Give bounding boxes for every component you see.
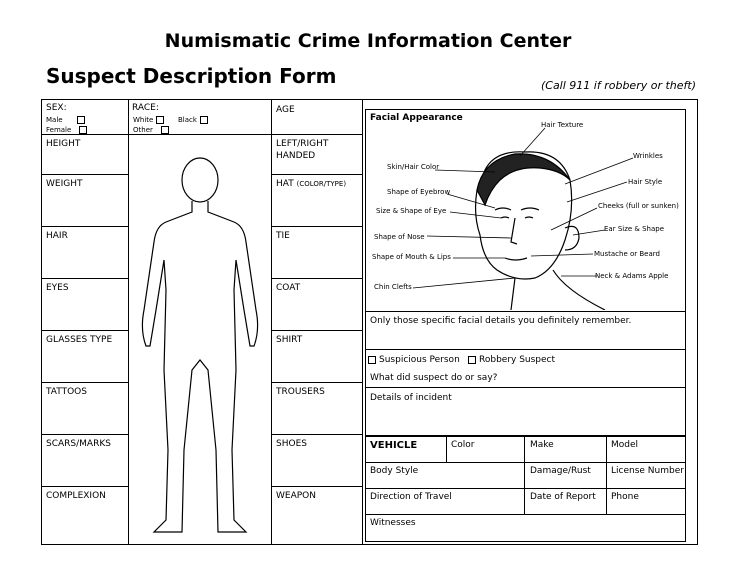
call-note: (Call 911 if robbery or theft) <box>540 79 696 92</box>
vehicle-make-field[interactable]: Make <box>530 440 554 450</box>
race-black-option[interactable]: Black <box>178 116 208 125</box>
eyes-field[interactable]: EYES <box>46 283 69 293</box>
damage-rust-field[interactable]: Damage/Rust <box>530 466 591 476</box>
robbery-suspect-option[interactable]: Robbery Suspect <box>468 354 555 366</box>
shoes-field[interactable]: SHOES <box>276 439 307 449</box>
chin-clefts-label: Chin Clefts <box>374 283 412 291</box>
body-style-field[interactable]: Body Style <box>370 466 419 476</box>
coat-field[interactable]: COAT <box>276 283 301 293</box>
race-label: RACE: <box>132 103 159 113</box>
size-shape-eye-label: Size & Shape of Eye <box>376 207 447 215</box>
shape-of-eyebrow-label: Shape of Eyebrow <box>387 188 451 196</box>
trousers-field[interactable]: TROUSERS <box>276 387 325 397</box>
hat-field[interactable]: HAT (COLOR/TYPE) <box>276 179 347 189</box>
cheeks-label: Cheeks (full or sunken) <box>598 202 679 210</box>
vehicle-color-field[interactable]: Color <box>451 440 475 450</box>
ear-size-shape-label: Ear Size & Shape <box>604 225 665 233</box>
sex-male-option[interactable]: Male <box>46 116 85 125</box>
suspect-action-field[interactable]: What did suspect do or say? <box>370 373 498 383</box>
hair-texture-label: Hair Texture <box>541 121 584 129</box>
direction-of-travel-field[interactable]: Direction of Travel <box>370 492 452 502</box>
phone-field[interactable]: Phone <box>611 492 639 502</box>
sex-label: SEX: <box>46 103 67 113</box>
hair-field[interactable]: HAIR <box>46 231 68 241</box>
sex-female-option[interactable]: Female <box>46 126 87 135</box>
shape-mouth-lips-label: Shape of Mouth & Lips <box>372 253 451 261</box>
race-other-option[interactable]: Other <box>133 126 169 135</box>
hair-style-label: Hair Style <box>628 178 663 186</box>
witnesses-field[interactable]: Witnesses <box>370 518 416 528</box>
neck-adams-apple-label: Neck & Adams Apple <box>595 272 669 280</box>
vehicle-heading: VEHICLE <box>370 440 418 451</box>
body-silhouette <box>130 150 270 540</box>
facial-appearance-heading: Facial Appearance <box>370 113 463 123</box>
facial-note: Only those specific facial details you definitely remember. <box>370 316 632 326</box>
vehicle-model-field[interactable]: Model <box>611 440 639 450</box>
race-white-option[interactable]: White <box>133 116 164 125</box>
skin-hair-color-label: Skin/Hair Color <box>387 163 440 171</box>
date-of-report-field[interactable]: Date of Report <box>530 492 596 502</box>
suspicious-person-option[interactable]: Suspicious Person <box>368 354 460 366</box>
license-number-field[interactable]: License Number <box>611 466 684 476</box>
shape-of-nose-label: Shape of Nose <box>374 233 425 241</box>
mustache-beard-label: Mustache or Beard <box>594 250 660 258</box>
weight-field[interactable]: WEIGHT <box>46 179 83 189</box>
height-field[interactable]: HEIGHT <box>46 139 81 149</box>
tattoos-field[interactable]: TATTOOS <box>46 387 87 397</box>
handed-field[interactable]: LEFT/RIGHT HANDED <box>276 139 329 161</box>
glasses-type-field[interactable]: GLASSES TYPE <box>46 335 113 345</box>
incident-details-field[interactable]: Details of incident <box>370 393 452 403</box>
wrinkles-label: Wrinkles <box>633 152 663 160</box>
tie-field[interactable]: TIE <box>276 231 290 241</box>
scars-marks-field[interactable]: SCARS/MARKS <box>46 439 111 449</box>
age-field[interactable]: AGE <box>276 105 295 115</box>
complexion-field[interactable]: COMPLEXION <box>46 491 106 501</box>
shirt-field[interactable]: SHIRT <box>276 335 303 345</box>
form-title: Suspect Description Form <box>46 64 337 88</box>
center-title: Numismatic Crime Information Center <box>164 30 572 52</box>
weapon-field[interactable]: WEAPON <box>276 491 316 501</box>
